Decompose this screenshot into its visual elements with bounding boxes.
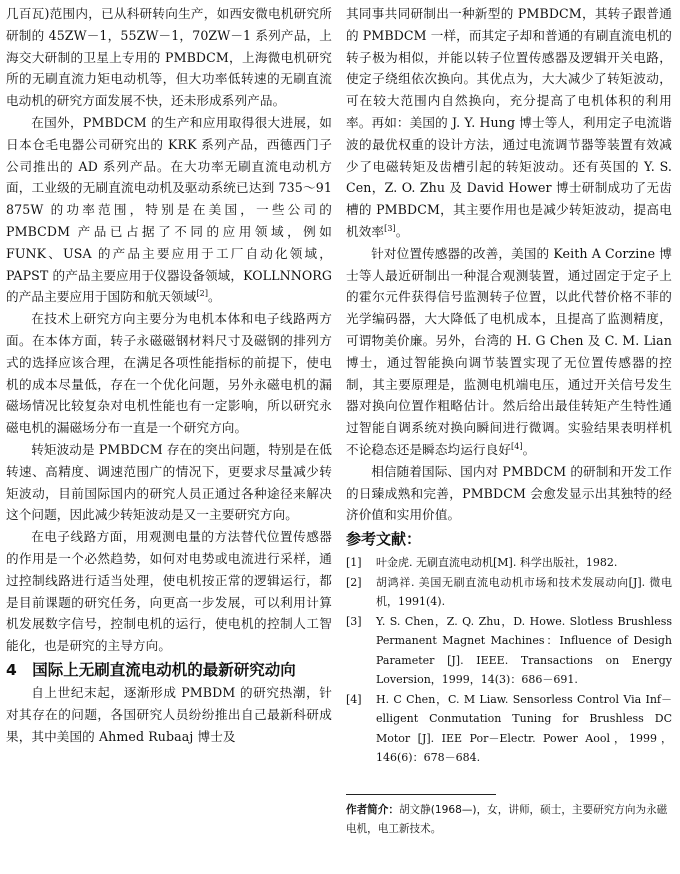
author-bio (346, 801, 672, 839)
paragraph (346, 3, 672, 243)
reference-item (346, 690, 672, 768)
citation-ref[interactable]: [4] (511, 441, 523, 451)
author-bio-text: 胡文静(1968—)，女，讲师，硕士，主要研究方向为永磁电机，电工新技术。 (346, 803, 668, 835)
author-bio-label: 作者简介： (346, 803, 399, 816)
reference-item (346, 573, 672, 612)
paragraph-text: 针对位置传感器的改善，美国的 Keith A Corzine 博士等人最近研制出一种混合观测装置，通过固定于定子上的霍尔元件获得信号监测转子位置，以此代替价格不菲的光学编码器，大大降低了电机成本，且提高了监测精度，可谓物美价廉。另外，台湾的 H. G Chen 及 C. M. Lian 博士，通过智能换向调节装置实现了无位置传感器的控制，其主要原理是，监测电机端电压，通过开关信号发生器对换向位置作粗略估计。然后给出最佳转矩产生特性通过智能自调系统对换向瞬间进行微调。实验结果表明样机不论稳态还是瞬态均运行良好 (346, 245, 672, 457)
reference-number: [2] (346, 575, 362, 589)
references-heading: 参考文献： (346, 530, 422, 549)
paragraph: 自上世纪末起，逐渐形成 PMBDM 的研究热潮，针对其存在的问题，各国研究人员纷纷推出自己最新科研成果，其中美国的 Ahmed Rubaaj 博士及 (6, 684, 332, 744)
paragraph: 在技术上研究方向主要分为电机本体和电子线路两方面。在本体方面，转子永磁磁钢材料尺寸及磁钢的排列方式的选择应该合理，在满足各项性能指标的前提下，使电机的成本尽量低，存在一个优化问题，另外永磁电机的漏磁场情况比较复杂对电机性能也有一定影响，所以研究永磁电机的漏磁场分布一直是一个研究方向。 (6, 311, 332, 436)
paragraph-end: 。 (522, 441, 536, 457)
section-heading: 4 国际上无刷直流电动机的最新研究动向 (6, 660, 296, 679)
paragraph-text: 在国外，PMBDCM 的生产和应用取得很大进展，如日本仓毛电器公司研究出的 KRK 系列产品，西德西门子公司推出的 AD 系列产品。在大功率无刷直流电动机方面，工业级的无刷直流电动机及驱动系统已达到 735～91 875W 的功率范围，特别是在美国，一些公司的 PMBCDM 产品已占据了不同的应用领域，例如 FUNK、USA 的产品主要应用于工厂自动化领域，PAPST 的产品主要应用于仪器设备领域，KOLLNNORG 的产品主要应用于国防和航天领域 (6, 114, 332, 305)
paragraph: 转矩波动是 PMBDCM 存在的突出问题，特别是在低转速、高精度、调速范围广的情况下，更要求尽量减少转矩波动，目前国际国内的研究人员正通过各种途径来解决这个问题，因此减少转矩波动是又一主要研究方向。 (6, 441, 332, 523)
reference-list (346, 553, 672, 768)
footnote-divider (346, 794, 496, 795)
citation-ref[interactable]: [2] (196, 289, 209, 299)
reference-text: Y. S. Chen，Z. Q. Zhu，D. Howe. Slotless Brushless Permanent Magnet Machines：Influence of Desigh Parameter [J]. IEEE. Transactions on Energy Loversion，1999，14(3)：686－691. (376, 614, 672, 687)
reference-text: H. C Chen，C. M Liaw. Sensorless Control Via Inf－elligent Conmutation Tuning for Brushless DC Motor [J]. IEE Por－Electr. Power Aool，1999，146(6)：678－684. (376, 692, 672, 765)
reference-item (346, 612, 672, 690)
paragraph-text: 其同事共同研制出一种新型的 PMBDCM，其转子跟普通的 PMBDCM 一样，而其定子却和普通的有刷直流电机的转子极为相似，并能以转子位置传感器及逻辑开关电路，使定子绕组依次换向。其优点为，大大减少了转矩波动，可在较大范围内自然换向，充分提高了电机体积的利用率。再如：美国的 J. Y. Hung 博士等人，利用定子电流谐波的最优权重的设计方法，通过电流调节器等装置有效减少了电磁转矩及齿槽引起的转矩波动。还有英国的 Y. S. Cen，Z. O. Zhu 及 David Hower 博士研制成功了无齿槽的 PMBDCM，其主要作用也是减少转矩波动，提高电机效率 (346, 6, 672, 239)
paragraph-end: 。 (208, 289, 221, 305)
reference-item (346, 553, 672, 573)
paragraph (6, 112, 332, 308)
reference-number: [3] (346, 614, 362, 628)
paragraph: 相信随着国际、国内对 PMBDCM 的研制和开发工作的日臻成熟和完善，PMBDCM 会愈发显示出其独特的经济价值和实用价值。 (346, 463, 672, 523)
paragraph (346, 243, 672, 461)
reference-text: 胡鸿祥. 美国无刷直流电动机市场和技术发展动向[J]. 微电机，1991(4). (376, 575, 672, 609)
paragraph-end: 。 (395, 223, 409, 239)
reference-number: [4] (346, 692, 362, 706)
right-column (346, 3, 672, 839)
reference-text: 叶金虎. 无刷直流电动机[M]. 科学出版社，1982. (376, 556, 618, 570)
left-column (6, 3, 332, 747)
citation-ref[interactable]: [3] (384, 223, 396, 233)
reference-number: [1] (346, 556, 362, 570)
paragraph: 在电子线路方面，用观测电量的方法替代位置传感器的作用是一个必然趋势，如何对电势或电流进行采样，通过控制线路进行适当处理，使电机按正常的逻辑运行，都是目前课题的研究任务，向更高一步发展，可以利用计算机发展数字信号，控制电机的运行，使电机的控制人工智能化，也是研究的主导方向。 (6, 529, 332, 654)
paragraph: 几百瓦)范围内，已从科研转向生产，如西安微电机研究所研制的 45ZW－1，55ZW－1，70ZW－1 系列产品，上海交大研制的卫星上专用的 PMBDCM，上海微电机研究所的无刷直流力矩电动机等，但大功率低转速的无刷直流电动机的研究方面发展不快，还未形成系列产品。 (6, 6, 332, 109)
